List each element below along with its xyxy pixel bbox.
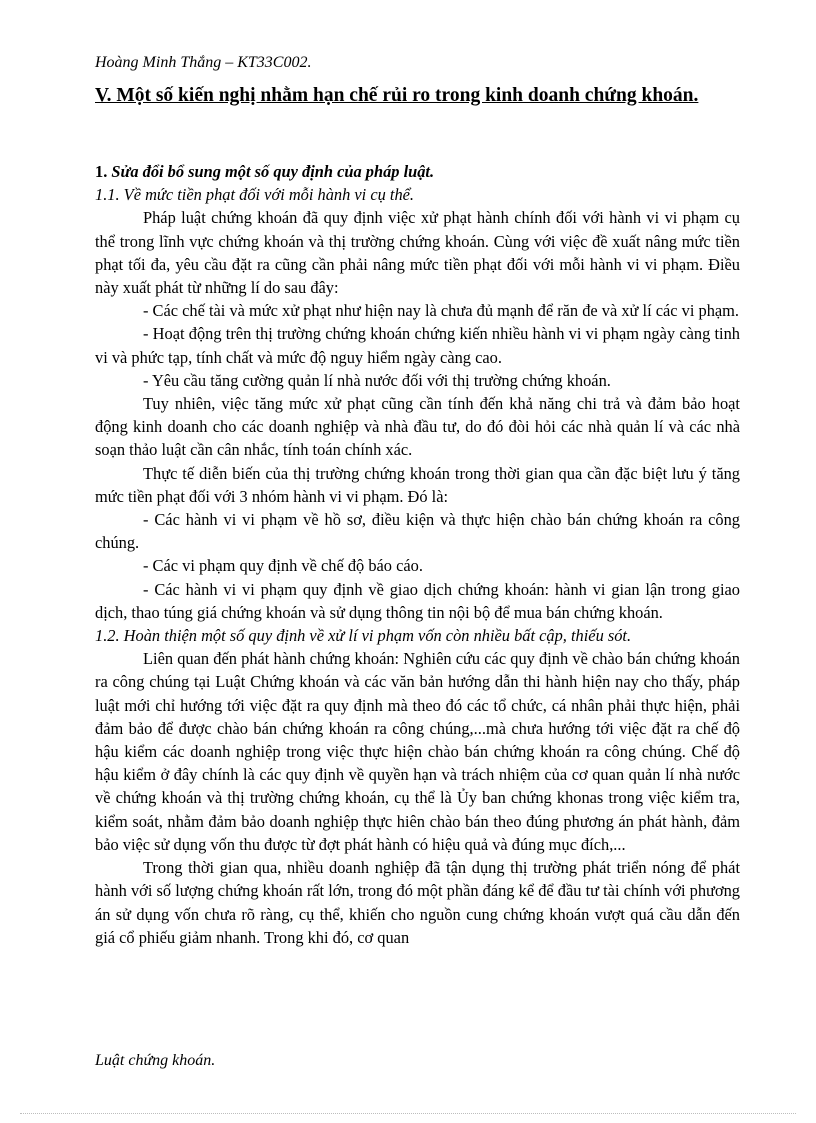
bullet-item: - Hoạt động trên thị trường chứng khoán chứng kiến nhiều hành vi vi phạm ngày càng tinh vi và phức tạp, tính chất và mức độ nguy hiểm ngày càng cao. xyxy=(95,324,740,367)
heading-1 xyxy=(95,160,740,183)
bullet-item: - Các hành vi vi phạm quy định về giao dịch chứng khoán: hành vi gian lận trong giao dịch, thao túng giá chứng khoán và sử dụng thông tin nội bộ để mua bán chứng khoán. xyxy=(95,579,740,622)
heading-1-1: 1.1. Về mức tiền phạt đối với mỗi hành vi cụ thể. xyxy=(95,185,415,205)
document-body xyxy=(95,160,740,949)
bullet-item: - Các vi phạm quy định về chế độ báo cáo. xyxy=(143,556,423,576)
paragraph: Pháp luật chứng khoán đã quy định việc xử phạt hành chính đối với hành vi vi phạm cụ thể trong lĩnh vực chứng khoán và thị trường chứng khoán. Cùng với việc đề xuất nâng mức tiền phạt tối đa, yêu cầu đặt ra cũng cần phải nâng mức tiền phạt đối với mỗi hành vi vi phạm. Điều này xuất phát từ những lí do sau đây: xyxy=(95,208,740,298)
heading-1-text: Sửa đổi bổ sung một số quy định của pháp luật. xyxy=(111,162,435,181)
bullet-item: - Yêu cầu tăng cường quản lí nhà nước đối với thị trường chứng khoán. xyxy=(143,370,611,390)
author-header: Hoàng Minh Thắng – KT33C002. xyxy=(95,54,312,71)
page-footer: Luật chứng khoán. xyxy=(95,1052,216,1069)
paragraph: Trong thời gian qua, nhiều doanh nghiệp đã tận dụng thị trường phát triển nóng để phát hành với số lượng chứng khoán rất lớn, trong đó một phần đáng kể để đầu tư tài chính với phương án sử dụng vốn chưa rõ ràng, cụ thể, khiến cho nguồn cung chứng khoán vượt quá cầu dẫn đến giá cổ phiếu giảm nhanh. Trong khi đó, cơ quan xyxy=(95,858,740,947)
section-title: V. Một số kiến nghị nhằm hạn chế rủi ro trong kinh doanh chứng khoán. xyxy=(95,85,699,106)
heading-1-2: 1.2. Hoàn thiện một số quy định về xử lí vi phạm vốn còn nhiều bất cập, thiếu sót. xyxy=(95,626,632,646)
paragraph: Tuy nhiên, việc tăng mức xử phạt cũng cần tính đến khả năng chi trả và đảm bảo hoạt động kinh doanh cho các doanh nghiệp và nhà đầu tư, do đó đòi hỏi các nhà quản lí và các nhà soạn thảo luật cần cân nhắc, tính toán chính xác. xyxy=(95,394,740,460)
page-break-divider xyxy=(20,1113,796,1114)
bullet-item: - Các hành vi vi phạm về hồ sơ, điều kiện và thực hiện chào bán chứng khoán ra công chúng. xyxy=(95,510,740,553)
paragraph: Thực tế diễn biến của thị trường chứng khoán trong thời gian qua cần đặc biệt lưu ý tăng mức tiền phạt đối với 3 nhóm hành vi vi phạm. Đó là: xyxy=(95,463,740,506)
bullet-item: - Các chế tài và mức xử phạt như hiện nay là chưa đủ mạnh để răn đe và xử lí các vi phạm. xyxy=(143,301,740,321)
paragraph: Liên quan đến phát hành chứng khoán: Nghiên cứu các quy định về chào bán chứng khoán ra công chúng tại Luật Chứng khoán và các văn bản hướng dẫn thi hành hiện nay cho thấy, pháp luật mới chỉ hướng tới việc đặt ra quy định mà theo đó các tổ chức, cá nhân phải thực hiện, phải đảm bảo để được chào bán chứng khoán ra công chúng,...mà chưa hướng tới việc đặt ra chế độ hậu kiểm các doanh nghiệp trong việc thực hiện chào bán chứng khoán ra công chúng. Chế độ hậu kiểm ở đây chính là các quy định về quyền hạn và trách nhiệm của cơ quan quản lí nhà nước về chứng khoán và thị trường chứng khoán, cụ thể là Ủy ban chứng khonas trong việc kiểm tra, kiểm soát, nhằm đảm bảo doanh nghiệp thực hiên chào bán theo đúng phương án phát hành, đảm bảo việc sử dụng vốn thu được từ đợt phát hành có hiệu quả và đúng mục đích,... xyxy=(95,649,740,854)
heading-1-number: 1. xyxy=(95,162,112,181)
